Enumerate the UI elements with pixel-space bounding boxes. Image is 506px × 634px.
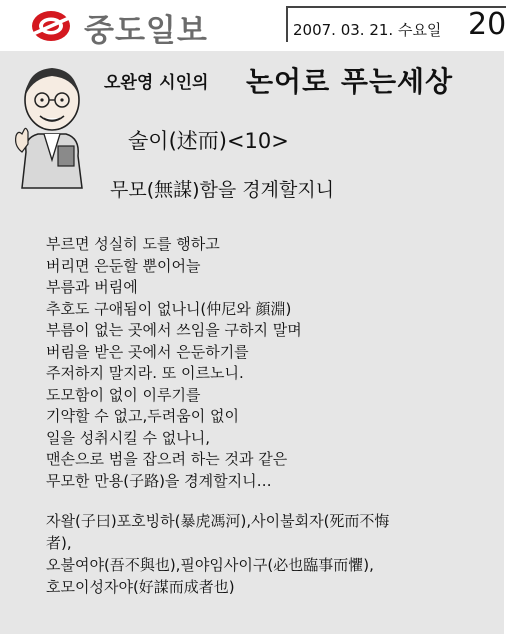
poem-line: 버림을 받은 곳에서 은둔하기를 [46,342,249,361]
poem-line: 일을 성취시킬 수 없나니, [46,428,210,447]
poem-subtitle: 무모(無謀)함을 경계할지니 [110,179,335,201]
poem-line: 무모한 만용(子路)을 경계할지니… [46,471,272,490]
poem-line: 추호도 구애됨이 없나니(仲尼와 顔淵) [46,299,292,318]
poem-line: 도모함이 없이 이루기를 [46,385,201,404]
column-author: 오완영 시인의 [104,73,209,93]
poem-line: 기약할 수 없고,두려움이 없이 [46,407,239,425]
poem-line: 부름과 버림에 [46,278,138,296]
newspaper-name: 중도일보 [84,13,208,49]
issue-date: 2007. 03. 21. 수요일 [293,21,442,39]
newspaper-logo-icon [30,8,72,44]
column-title: 논어로 푸는세상 [246,65,454,98]
quote-line: 오불여야(吾不與也),필야임사이구(必也臨事而懼), [46,556,374,574]
quote-line: 호모이성자야(好謀而成者也) [46,578,235,596]
page-number: 20 [468,7,506,42]
quote-line: 자왈(子曰)포호빙하(暴虎馮河),사이불회자(死而不悔 [46,512,390,530]
poem-line: 버리면 은둔할 뿐이어늘 [46,256,201,275]
poem-line: 부르면 성실히 도를 행하고 [46,235,220,253]
poem-line: 부름이 없는 곳에서 쓰임을 구하지 말며 [46,321,302,339]
author-caricature-icon [8,60,94,190]
chapter-heading: 술이(述而)<10> [128,129,289,153]
poem-line: 맨손으로 범을 잡으려 하는 것과 같은 [46,450,288,468]
poem-body [46,234,486,492]
analects-quote [46,510,491,598]
poem-line: 주저하지 말지라. 또 이르노니. [46,364,244,382]
quote-line: 者), [46,534,72,552]
masthead [0,0,506,50]
